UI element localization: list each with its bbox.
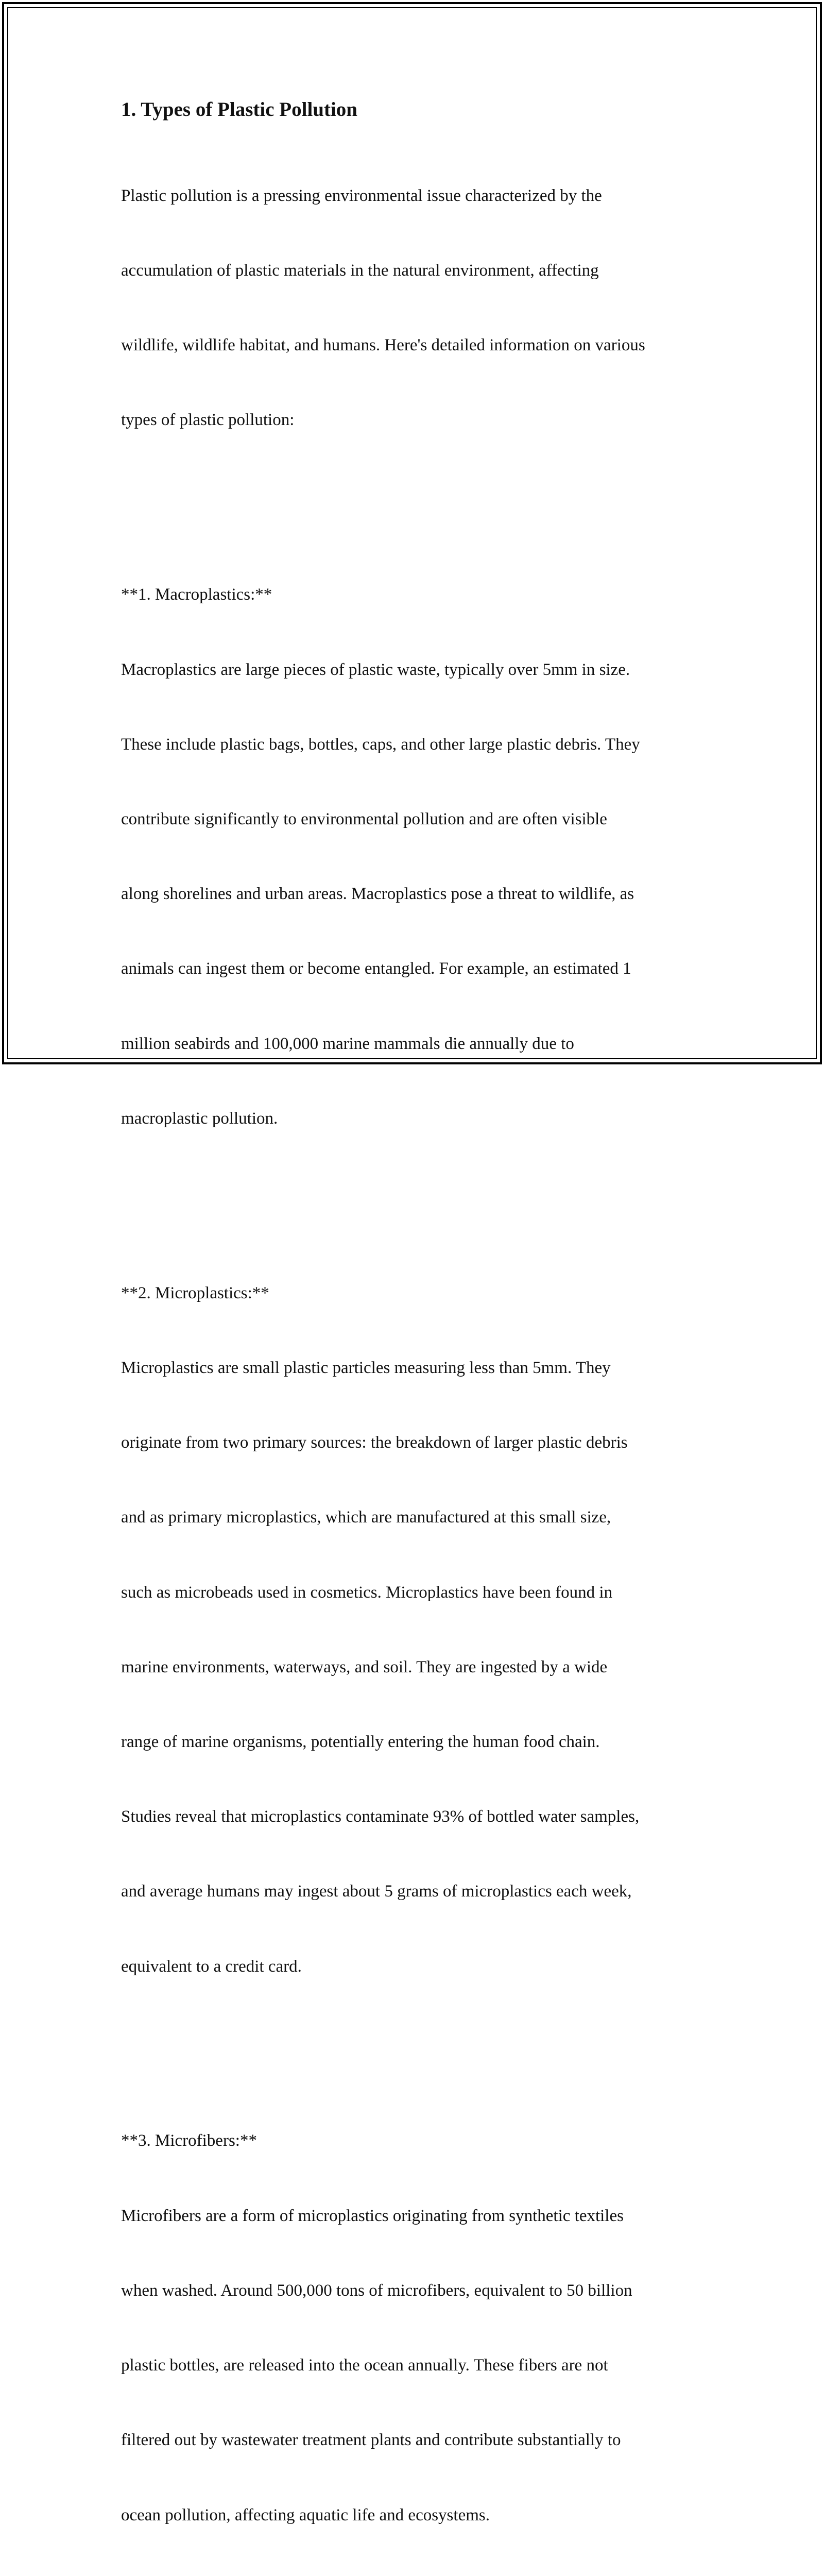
microplastics-line: Microplastics are small plastic particles measuring less than 5mm. They bbox=[121, 1358, 611, 1377]
microplastics-line: marine environments, waterways, and soil. They are ingested by a wide bbox=[121, 1657, 608, 1676]
document-body bbox=[121, 95, 713, 2576]
paragraph-gap bbox=[121, 1181, 713, 1206]
intro-paragraph bbox=[121, 133, 713, 2576]
microfibers-line: plastic bottles, are released into the ocean annually. These fibers are not bbox=[121, 2356, 608, 2375]
intro-line: wildlife, wildlife habitat, and humans. Here's detailed information on various bbox=[121, 336, 645, 355]
intro-line: Plastic pollution is a pressing environmental issue characterized by the bbox=[121, 186, 602, 205]
microplastics-line: such as microbeads used in cosmetics. Microplastics have been found in bbox=[121, 1583, 613, 1602]
intro-line: types of plastic pollution: bbox=[121, 411, 295, 430]
microfibers-line: when washed. Around 500,000 tons of microfibers, equivalent to 50 billion bbox=[121, 2281, 632, 2300]
macroplastics-line: These include plastic bags, bottles, caps, and other large plastic debris. They bbox=[121, 735, 640, 754]
microplastics-line: range of marine organisms, potentially entering the human food chain. bbox=[121, 1732, 600, 1751]
macroplastics-line: Macroplastics are large pieces of plastic waste, typically over 5mm in size. bbox=[121, 660, 630, 679]
microplastics-line: originate from two primary sources: the breakdown of larger plastic debris bbox=[121, 1433, 628, 1452]
microfibers-line: ocean pollution, affecting aquatic life and ecosystems. bbox=[121, 2505, 490, 2524]
macroplastics-title: **1. Macroplastics:** bbox=[121, 585, 272, 604]
microplastics-line: and as primary microplastics, which are manufactured at this small size, bbox=[121, 1508, 611, 1527]
microplastics-line: equivalent to a credit card. bbox=[121, 1957, 302, 1976]
paragraph-gap bbox=[121, 483, 713, 507]
microfibers-line: filtered out by wastewater treatment plants and contribute substantially to bbox=[121, 2431, 621, 2450]
microplastics-title: **2. Microplastics:** bbox=[121, 1283, 269, 1302]
macroplastics-line: animals can ingest them or become entangled. For example, an estimated 1 bbox=[121, 959, 631, 978]
macroplastics-line: macroplastic pollution. bbox=[121, 1109, 278, 1128]
microplastics-line: and average humans may ingest about 5 grams of microplastics each week, bbox=[121, 1882, 632, 1901]
macroplastics-line: contribute significantly to environmental pollution and are often visible bbox=[121, 809, 607, 828]
macroplastics-line: along shorelines and urban areas. Macroplastics pose a threat to wildlife, as bbox=[121, 885, 634, 904]
macroplastics-line: million seabirds and 100,000 marine mammals die annually due to bbox=[121, 1034, 574, 1053]
intro-line: accumulation of plastic materials in the natural environment, affecting bbox=[121, 261, 599, 280]
microfibers-line: Microfibers are a form of microplastics originating from synthetic textiles bbox=[121, 2206, 624, 2225]
paragraph-gap bbox=[121, 2029, 713, 2054]
microplastics-line: Studies reveal that microplastics contaminate 93% of bottled water samples, bbox=[121, 1807, 640, 1826]
section-heading: 1. Types of Plastic Pollution bbox=[121, 98, 357, 121]
microfibers-title: **3. Microfibers:** bbox=[121, 2131, 257, 2150]
